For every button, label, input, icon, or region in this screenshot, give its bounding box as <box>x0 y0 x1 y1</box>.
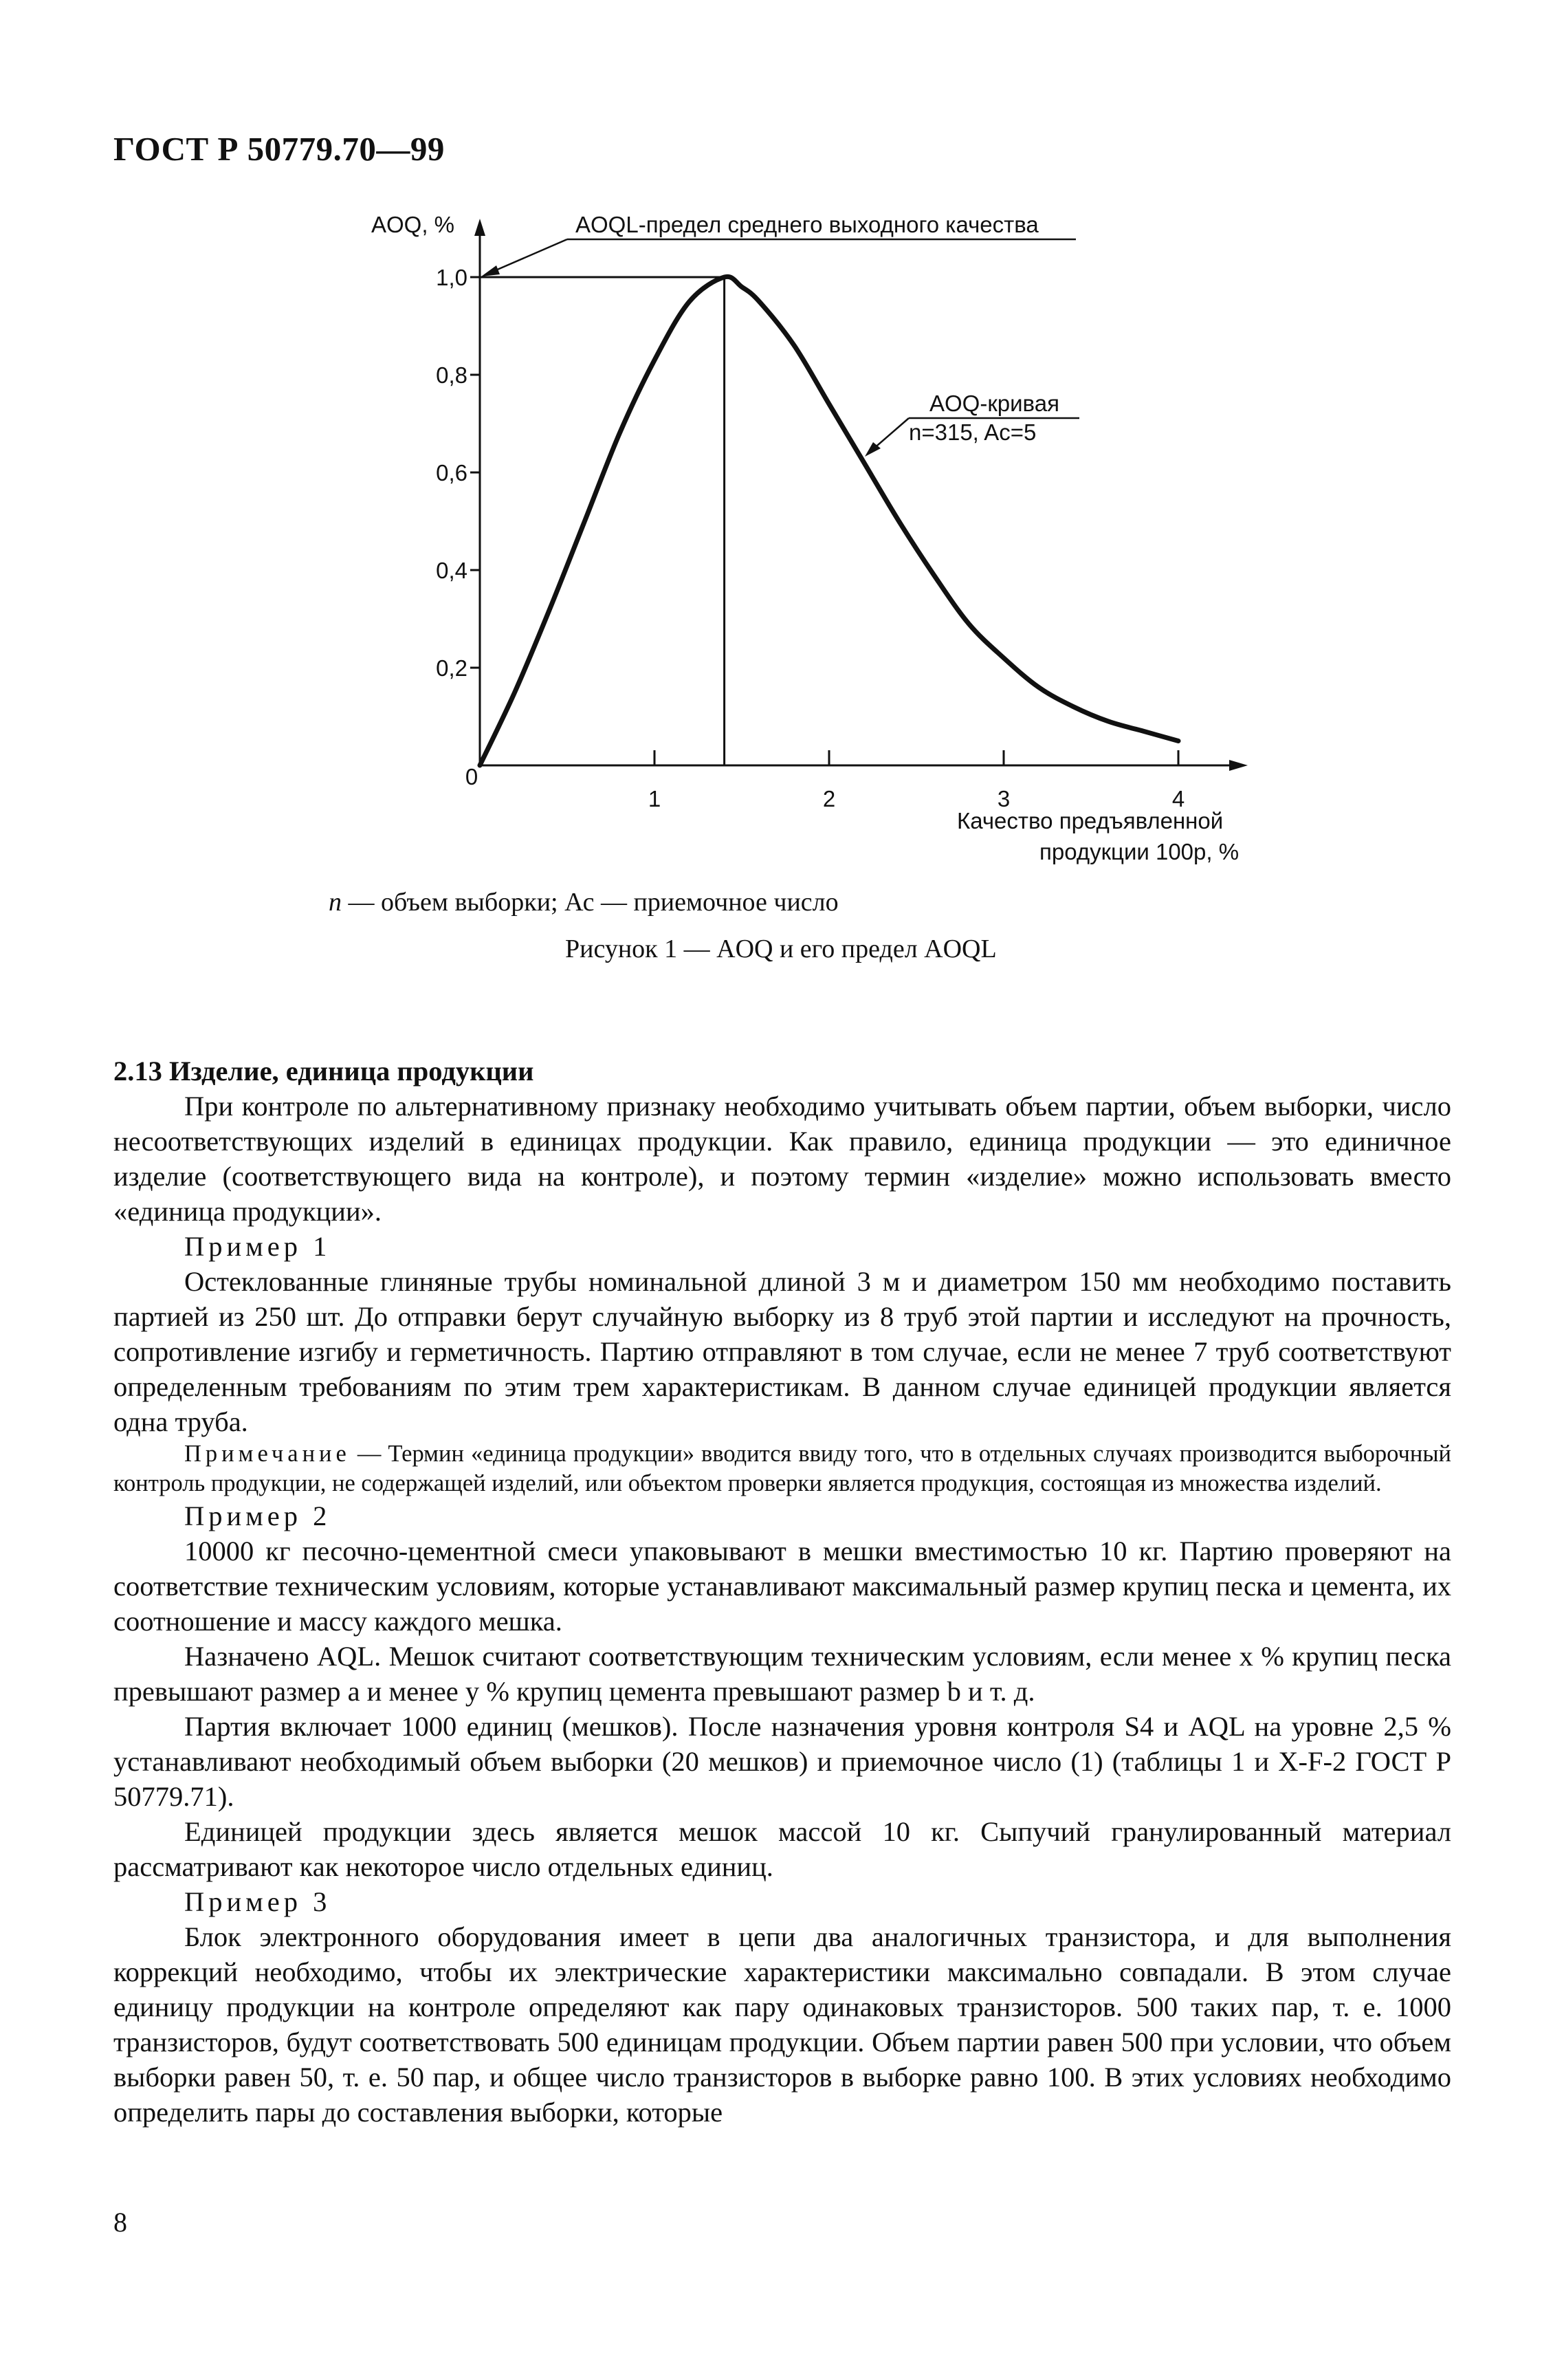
example-2-paragraph-3: Партия включает 1000 единиц (мешков). После назначения уровня контроля S4 и AQL на уровне 2,5 % устанавливают необходимый объем выборки (20 мешков) и приемочное число (1) (таблицы 1 и X-F-2 ГОСТ Р 50779.71). <box>113 1711 1451 1812</box>
note-label: Примечание <box>184 1441 351 1467</box>
paragraph-1: При контроле по альтернативному признаку необходимо учитывать объем партии, объем выборки, число несоответствующих изделий в единицах продукции. Как правило, единица продукции — это единичное изделие (соответствующего вида на контроле), и поэтому термин «изделие» можно использовать вместо «единица продукции». <box>113 1091 1451 1227</box>
figure-caption: Рисунок 1 — AOQ и его предел AOQL <box>565 935 997 963</box>
y-tick <box>436 558 480 583</box>
x-axis-arrow <box>1229 760 1248 771</box>
x-tick-label: 2 <box>822 786 836 811</box>
x-tick <box>648 750 661 811</box>
example-3-label: Пример 3 <box>184 1886 331 1917</box>
example-2-paragraph-4: Единицей продукции здесь является мешок массой 10 кг. Сыпучий гранулированный материал рассматривают как некоторое число отдельных единиц. <box>113 1816 1451 1882</box>
y-tick-label: 0,4 <box>436 558 467 583</box>
section-title: 2.13 Изделие, единица продукции <box>113 1056 534 1087</box>
x-axis-title-line2: продукции 100р, % <box>1039 839 1240 864</box>
legend-n: n <box>329 888 342 917</box>
y-tick-label: 0,6 <box>436 460 467 485</box>
aoq-chart <box>0 0 1564 894</box>
aoq-curve <box>480 276 1178 765</box>
y-axis-title: AOQ, % <box>371 212 455 237</box>
y-tick-label: 0,8 <box>436 362 467 388</box>
x-tick <box>998 750 1010 811</box>
example-2-text: 10000 кг песочно-цементной смеси упаковывают в мешки вместимостью 10 кг. Партию проверяют на соответствие техническим условиям, которые устанавливают максимальный размер крупиц песка и цемента, их соотношение и массу каждого мешка. <box>113 1536 1451 1637</box>
aoql-annotation: AOQL-предел среднего выходного качества <box>575 212 1039 237</box>
x-tick <box>465 764 478 789</box>
example-3-text: Блок электронного оборудования имеет в цепи два аналогичных транзистора, и для выполнения коррекций необходимо, чтобы их электрические характеристики максимально совпадали. В этом случае единицу продукции на контроле определяют как пару одинаковых транзисторов. 500 таких пар, т. е. 1000 транзисторов, будут соответствовать 500 единицам продукции. Объем партии равен 500 при условии, что объем выборки равен 50, т. е. 50 пар, и общее число транзисторов в выборке равно 100. В этих условиях необходимо определить пары до составления выборки, которые <box>113 1921 1451 2128</box>
page-number: 8 <box>113 2207 127 2238</box>
figure-legend <box>329 887 839 917</box>
example-2-label: Пример 2 <box>184 1500 331 1531</box>
y-tick-label: 0,2 <box>436 655 467 681</box>
x-tick-label: 3 <box>997 786 1011 811</box>
document-header: ГОСТ Р 50779.70—99 <box>113 130 445 168</box>
example-1-label: Пример 1 <box>184 1231 331 1262</box>
curve-annotation-line2: n=315, Ac=5 <box>909 419 1037 445</box>
x-tick <box>823 750 835 811</box>
x-tick <box>1172 750 1185 811</box>
legend-rest: — объем выборки; Ас — приемочное число <box>342 888 839 917</box>
y-tick <box>436 362 480 388</box>
x-tick-label: 1 <box>648 786 661 811</box>
x-tick-label: 0 <box>465 764 478 789</box>
x-axis-title-line1: Качество предъявленной <box>957 808 1224 833</box>
note <box>113 1439 1451 1498</box>
y-tick <box>436 265 480 290</box>
note-text: — Термин «единица продукции» вводится ввиду того, что в отдельных случаях производится выборочный контроль продукции, не содержащей изделий, или объектом проверки является продукция, состоящая из множества изделий. <box>113 1441 1451 1496</box>
example-2-paragraph-2: Назначено AQL. Мешок считают соответствующим техническим условиям, если менее x % крупиц песка превышают размер a и менее y % крупиц цемента превышают размер b и т. д. <box>113 1641 1451 1707</box>
y-tick <box>436 655 480 681</box>
x-tick-label: 4 <box>1171 786 1185 811</box>
curve-annotation-line1: AOQ-кривая <box>929 391 1059 416</box>
aoql-leader-arrow <box>481 265 500 276</box>
y-tick <box>436 460 480 485</box>
y-axis-arrow <box>474 219 485 236</box>
chart-axes <box>474 219 1248 771</box>
example-1-text: Остеклованные глиняные трубы номинальной длиной 3 м и диаметром 150 мм необходимо поставить партией из 250 шт. До отправки берут случайную выборку из 8 труб этой партии и исследуют на прочность, сопротивление изгибу и герметичность. Партию отправляют в том случае, если не менее 7 труб соответствуют определенным требованиям по этим трем характеристикам. В данном случае единицей продукции является одна труба. <box>113 1266 1451 1437</box>
y-tick-label: 1,0 <box>436 265 467 290</box>
body-text <box>113 1053 1451 2130</box>
